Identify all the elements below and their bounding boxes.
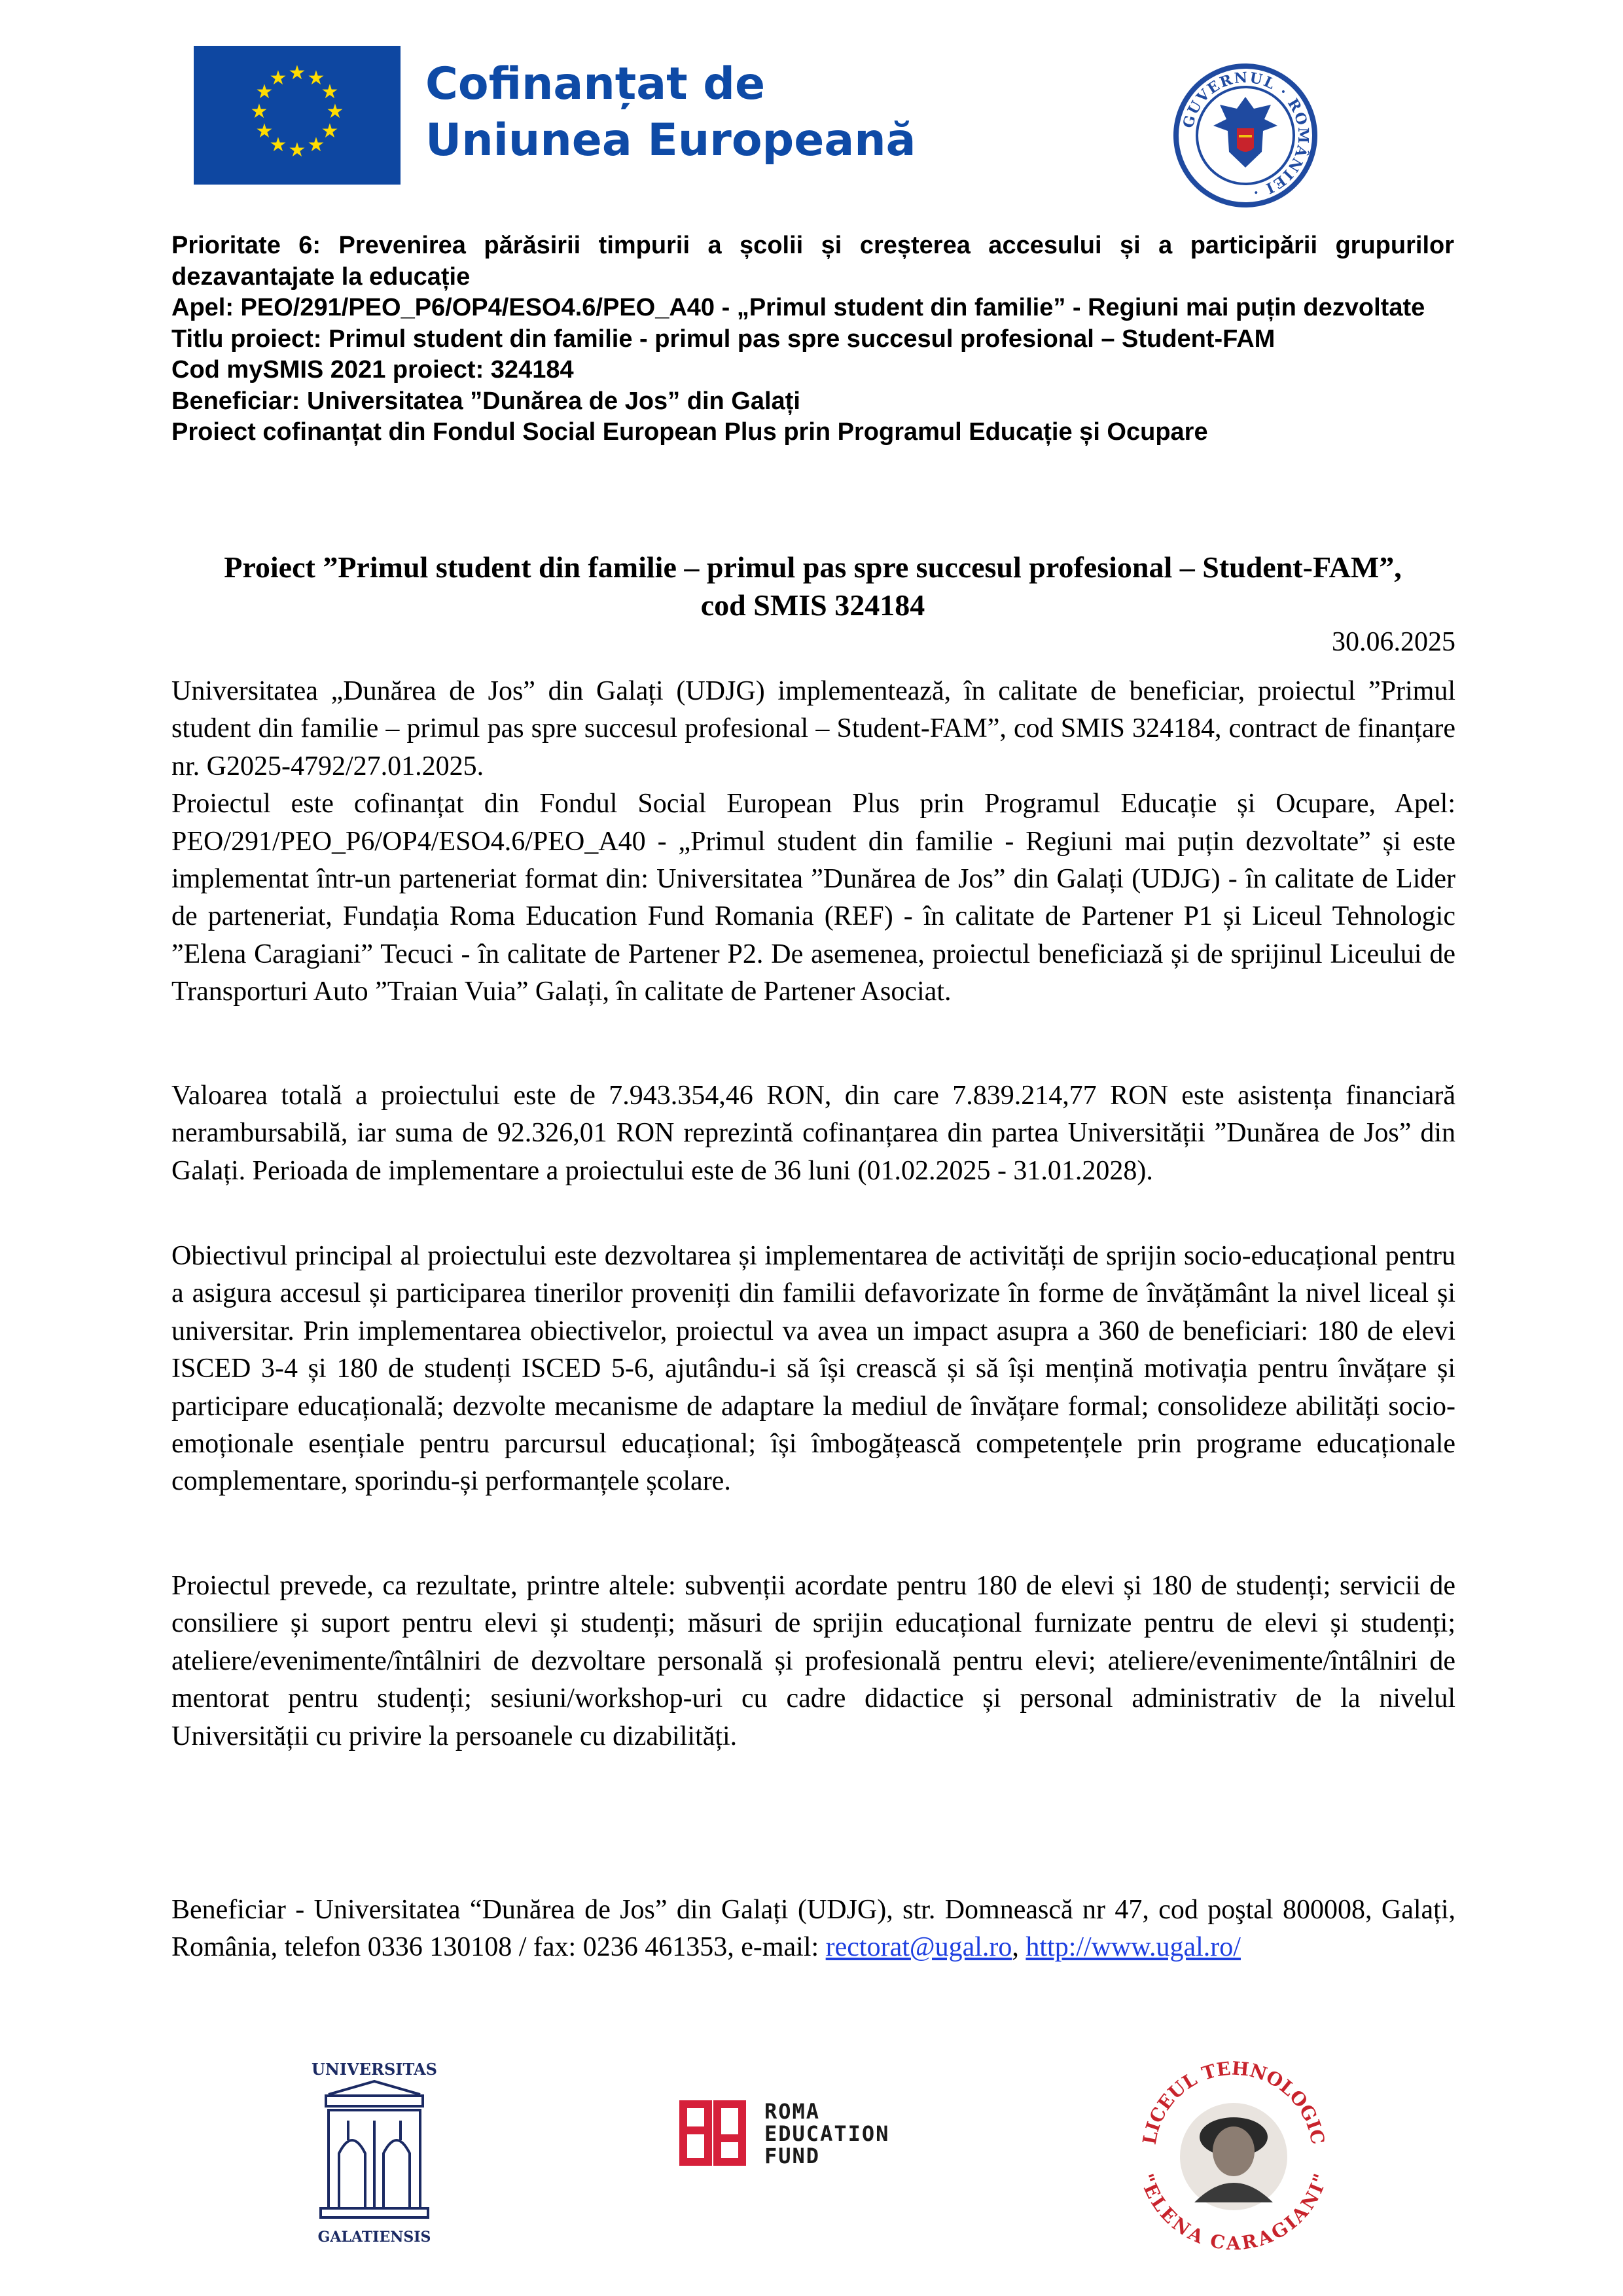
universitas-galatiensis-logo — [302, 2055, 446, 2251]
roma-education-fund-logo — [678, 2098, 890, 2170]
ref-line-3: FUND — [764, 2144, 821, 2168]
svg-text:★: ★ — [307, 67, 325, 90]
svg-text:★: ★ — [255, 81, 274, 103]
header-beneficiary-line: Beneficiar: Universitatea ”Dunărea de Jos” din Galați — [171, 387, 800, 415]
eu-text-line-2: Uniunea Europeană — [425, 115, 916, 166]
eu-text-line-1: Cofinanțat de — [425, 58, 766, 110]
project-header-block — [171, 230, 1454, 448]
paragraph-contact — [171, 1892, 1455, 1967]
svg-text:★: ★ — [321, 81, 339, 103]
lyceum-seal-icon — [1126, 2045, 1342, 2261]
liceul-tehnologic-elena-caragiani-logo — [1126, 2045, 1342, 2261]
paragraph-objective: Obiectivul principal al proiectului este dezvoltarea și implementarea de activități de sprijin socio-educațional pentru a asigura accesul și participarea tinerilor proveniți din familii defavorizate în forme de învățământ la nivel liceal și universitar. Prin implementarea obiectivelor, proiectul va avea un impact asupra a 360 de beneficiari: 180 de elevi ISCED 3-4 și 180 de studenți ISCED 5-6, ajutându-i să își crească și să își mențină motivația pentru învățare și participare educațională; dezvolte mecanisme de adaptare la mediul de învățare formal; consolideze abilități socio-emoționale esențiale pentru parcursul educațional; își îmbogățească competențele prin programe educaționale complementare, sporindu-și performanțele școlare. — [171, 1241, 1455, 1497]
university-building-icon — [302, 2055, 446, 2251]
title-line-1: Proiect ”Primul student din familie – primul pas spre succesul profesional – Student-FAM”, — [224, 550, 1402, 584]
email-link[interactable]: rectorat@ugal.ro — [825, 1932, 1012, 1963]
paragraph-implementation: Universitatea „Dunărea de Jos” din Galați (UDJG) implementează, în calitate de beneficiar, proiectul ”Primul student din familie – primul pas spre succesul profesional – Student-FAM”, cod SMIS 324184, contract de finanțare nr. G2025-4792/27.01.2025. Proiectul este cofinanțat din Fondul Social European Plus prin Programul Educație și Ocupare, Apel: PEO/291/PEO_P6/OP4/ESO4.6/PEO_A40 - „Primul student din familie - Regiuni mai puțin dezvoltate” și este implementat într-un parteneriat format din: Universitatea ”Dunărea de Jos” din Galați (UDJG) - în calitate de Lider de parteneriat, Fundația Roma Education Fund Romania (REF) - în calitate de Partener P1 și Liceul Tehnologic ”Elena Caragiani” Tecuci - în calitate de Partener P2. De asemenea, proiectul beneficiază și de sprijinul Liceului de Transporturi Auto ”Traian Vuia” Galați, în calitate de Partener Asociat. — [171, 676, 1455, 1007]
eu-cofinancing-label — [425, 56, 916, 169]
ugal-bottom-label: GALATIENSIS — [317, 2229, 431, 2246]
header-smis-code-line: Cod mySMIS 2021 proiect: 324184 — [171, 356, 574, 384]
lyceum-top-label: LICEUL TEHNOLOGIC — [1138, 2057, 1329, 2147]
svg-text:★: ★ — [288, 62, 306, 84]
title-line-2: cod SMIS 324184 — [700, 588, 925, 622]
header-call-line: Apel: PEO/291/PEO_P6/OP4/ESO4.6/PEO_A40 - „Primul student din familie” - Regiuni mai puțin dezvoltate — [171, 294, 1425, 321]
website-link[interactable]: http://www.ugal.ro/ — [1026, 1932, 1241, 1963]
header-funding-line: Proiect cofinanțat din Fondul Social European Plus prin Programul Educație și Ocupare — [171, 418, 1208, 446]
svg-text:★: ★ — [326, 100, 344, 123]
eu-flag-logo — [194, 46, 401, 185]
lyceum-bottom-label: "ELENA CARAGIANI" — [1135, 2171, 1332, 2255]
svg-text:★: ★ — [288, 139, 306, 162]
ref-line-1: ROMA — [764, 2099, 821, 2124]
ref-wordmark — [764, 2100, 974, 2167]
svg-text:★: ★ — [269, 67, 287, 90]
paragraph-results: Proiectul prevede, ca rezultate, printre altele: subvenții acordate pentru 180 de elevi și 180 de studenți; servicii de consiliere și suport pentru elevi și studenți; măsuri de sprijin educațional furnizate pentru de elevi și studenți; ateliere/evenimente/întâlniri de dezvoltare personală și profesională pentru elevi; ateliere/evenimente/întâlniri de mentorat pentru studenți; sesiuni/workshop-uri cu cadre didactice și personal administrativ de la nivelul Universității cu privire la persoanele cu dizabilități. — [171, 1571, 1455, 1751]
ref-line-2: EDUCATION — [764, 2121, 890, 2146]
document-date: 30.06.2025 — [1332, 627, 1455, 657]
svg-text:GUVERNUL · ROMÂNIEI ·: GUVERNUL · ROMÂNIEI · — [1179, 69, 1312, 202]
header-priority-line: Prioritate 6: Prevenirea părăsirii timpurii a școlii și creșterea accesului și a participării grupurilor dezavantajate la educație — [171, 232, 1454, 291]
svg-text:★: ★ — [269, 134, 287, 156]
document-title — [171, 548, 1454, 624]
ref-mark-icon — [678, 2098, 747, 2167]
government-seal-logo — [1173, 63, 1318, 208]
svg-text:★: ★ — [250, 100, 268, 123]
romanian-government-seal-icon — [1173, 63, 1318, 208]
contact-text: Beneficiar - Universitatea “Dunărea de Jos” din Galați (UDJG), str. Domnească nr 47, cod poştal 800008, Galați, România, telefon 0336 130108 / fax: 0236 461353, e-mail: — [171, 1895, 1455, 1963]
svg-text:★: ★ — [321, 120, 339, 143]
header-project-title-line: Titlu proiect: Primul student din familie - primul pas spre succesul profesional – Student-FAM — [171, 325, 1275, 353]
svg-text:★: ★ — [307, 134, 325, 156]
paragraph-budget: Valoarea totală a proiectului este de 7.943.354,46 RON, din care 7.839.214,77 RON este asistența financiară nerambursabilă, iar suma de 92.326,01 RON reprezintă cofinanțarea din partea Universității ”Dunărea de Jos” din Galați. Perioada de implementare a proiectului este de 36 luni (01.02.2025 - 31.01.2028). — [171, 1081, 1455, 1186]
ugal-top-label: UNIVERSITAS — [311, 2060, 438, 2079]
contact-separator: , — [1012, 1932, 1026, 1963]
svg-text:★: ★ — [255, 120, 274, 143]
eu-stars-icon — [194, 46, 401, 185]
